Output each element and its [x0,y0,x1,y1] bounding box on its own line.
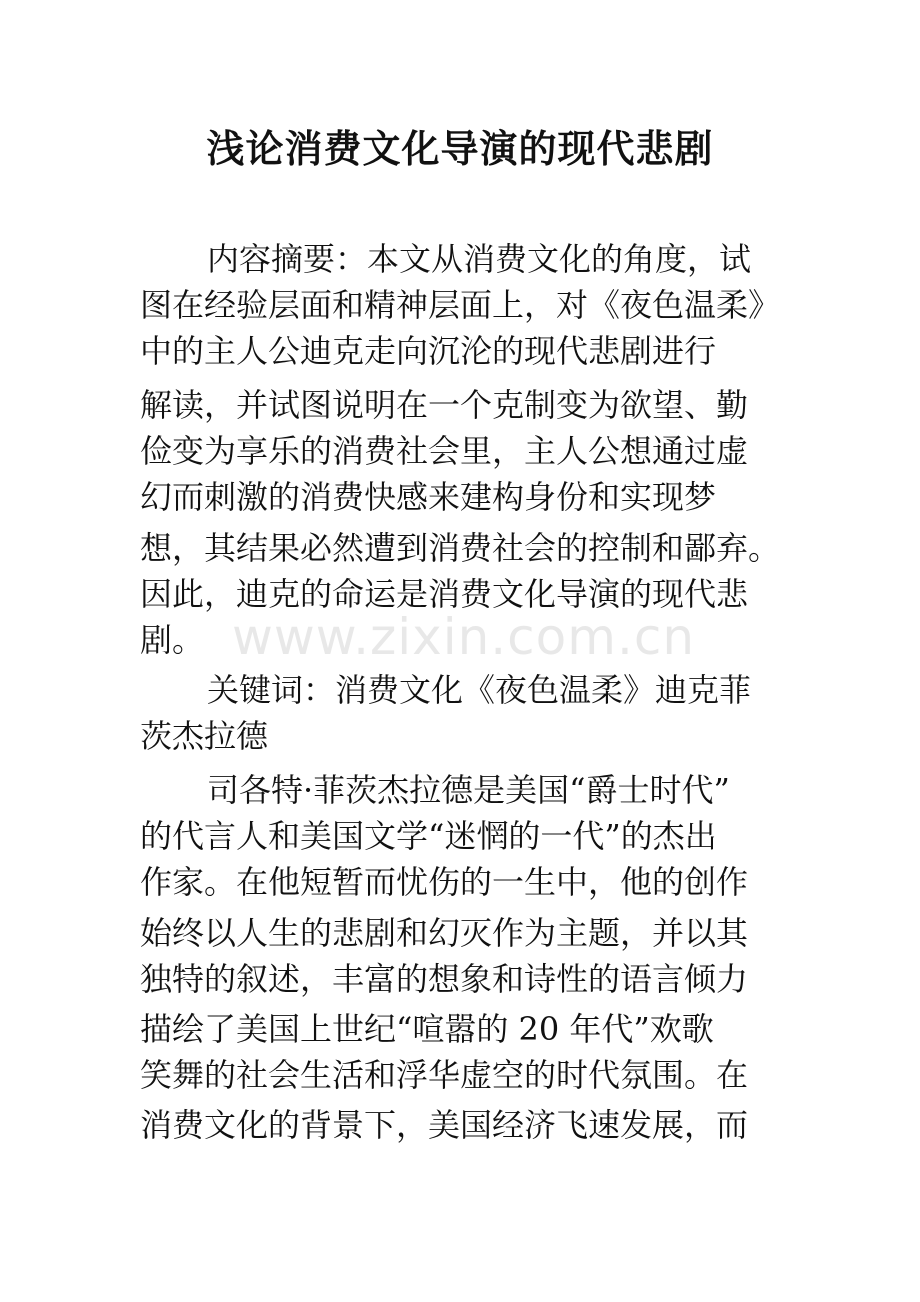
body-line: 独特的叙述，丰富的想象和诗性的语言倾力 [140,960,749,998]
watermark: www.zixin.com.cn [232,608,696,666]
abstract-line: 剧。 [140,621,205,659]
body-line: 作家。在他短暂而忧伤的一生中，他的创作 [140,863,749,901]
body-line: 司各特·菲茨杰拉德是美国“爵士时代” [207,771,730,809]
abstract-line: 因此，迪克的命运是消费文化导演的现代悲 [140,575,749,613]
abstract-line: 内容摘要：本文从消费文化的角度，试 [207,240,752,278]
keywords-line: 茨杰拉德 [140,717,269,755]
body-line: 的代言人和美国文学“迷惘的一代”的杰出 [140,817,717,855]
abstract-line: 解读，并试图说明在一个克制变为欲望、勤 [140,386,749,424]
abstract-line: 俭变为享乐的消费社会里，主人公想通过虚 [140,432,749,470]
body-line: 始终以人生的悲剧和幻灭作为主题，并以其 [140,914,749,952]
abstract-line: 幻而刺激的消费快感来建构身份和实现梦 [140,478,717,516]
body-line: 笑舞的社会生活和浮华虚空的时代氛围。在 [140,1056,749,1094]
keywords-line: 关键词：消费文化《夜色温柔》迪克菲 [207,671,752,709]
body-line: 描绘了美国上世纪“喧嚣的 20 年代”欢歌 [140,1010,714,1048]
document-title: 浅论消费文化导演的现代悲剧 [206,126,714,171]
abstract-line: 图在经验层面和精神层面上，对《夜色温柔》 [140,286,781,324]
abstract-line: 想，其结果必然遭到消费社会的控制和鄙弃。 [140,529,781,567]
body-line: 消费文化的背景下，美国经济飞速发展，而 [140,1106,749,1144]
abstract-line: 中的主人公迪克走向沉沦的现代悲剧进行 [140,332,717,370]
